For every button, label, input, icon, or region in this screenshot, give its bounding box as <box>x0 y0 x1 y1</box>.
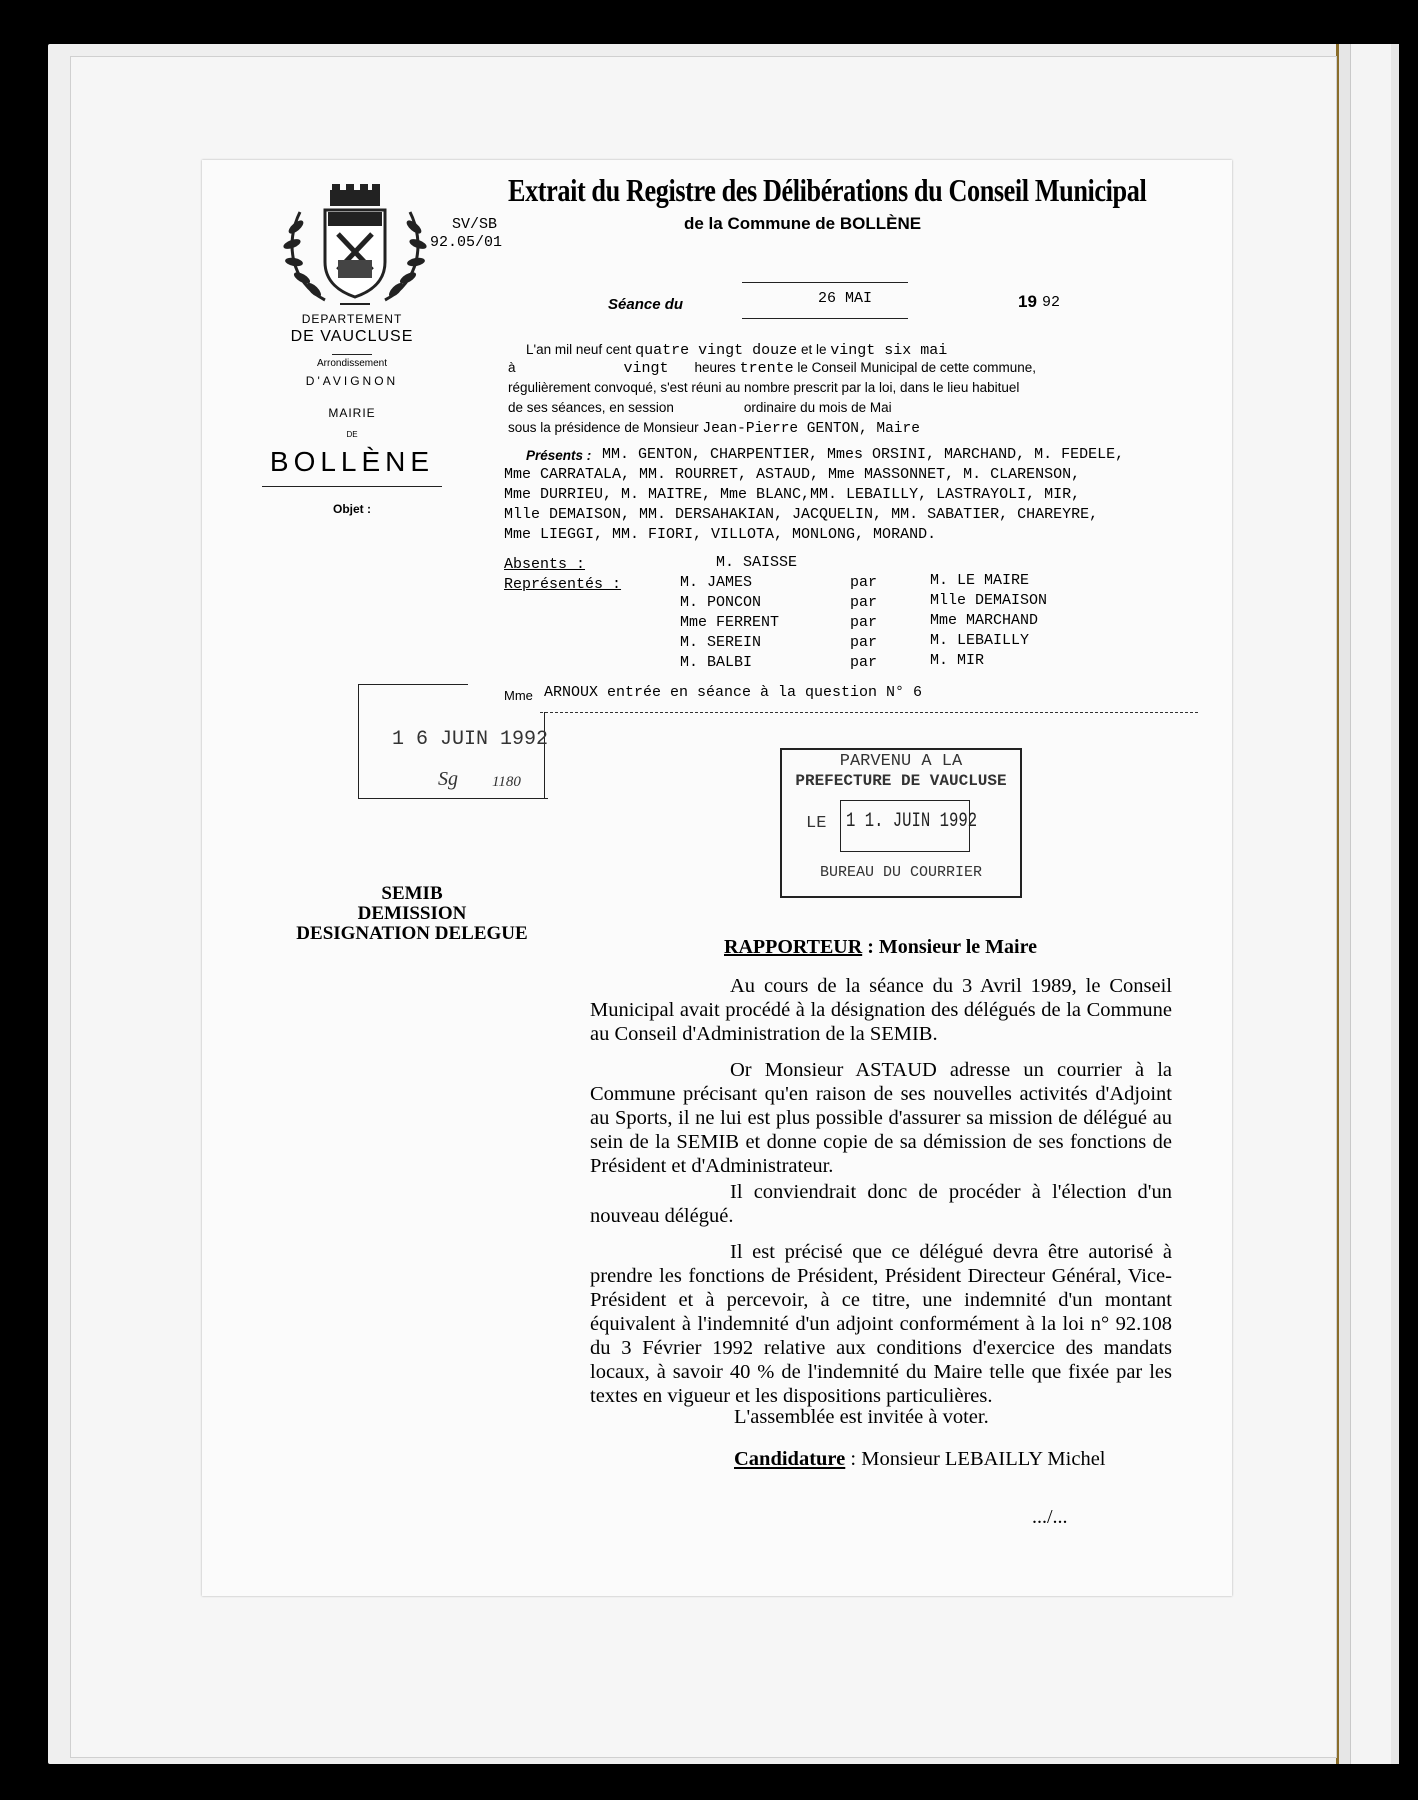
representes-by-3: Mme MARCHAND <box>930 612 1039 629</box>
bollene-label: BOLLÈNE <box>269 446 435 477</box>
candidature-value: : Monsieur LEBAILLY Michel <box>850 1448 1106 1470</box>
page-title: Extrait du Registre des Délibérations du Conseil Municipal <box>508 172 1147 208</box>
seance-year-suffix: 92 <box>1042 294 1061 311</box>
objet-label: Objet : <box>333 502 371 516</box>
paragraph-2: Or Monsieur ASTAUD adresse un courrier à la Commune précisant qu'en raison de ses nouvelles activités d'Adjoint au Sports, il ne lui est plus possible d'assurer sa mission de délégué au sein de la SEMIB et donne copie de sa démission de ses fonctions de Président et d'Administrateur. <box>590 1059 1172 1177</box>
candidature-line <box>734 1448 1106 1471</box>
received-stamp-top <box>358 684 468 685</box>
title-rule <box>742 282 908 283</box>
absents-label: Absents : <box>504 556 586 573</box>
paragraph-5: L'assemblée est invitée à voter. <box>734 1406 989 1428</box>
prefecture-le: LE <box>806 814 827 833</box>
departement-label: DEPARTEMENT <box>301 312 403 326</box>
presents-line-4: Mlle DEMAISON, MM. DERSAHAKIAN, JACQUELIN, MM. SABATIER, CHAREYRE, <box>504 506 1099 523</box>
representes-who-2: M. PONCON <box>680 594 762 611</box>
rapporteur-value: : Monsieur le Maire <box>867 936 1037 958</box>
bollene-underline <box>262 486 442 487</box>
representes-par-5: par <box>850 654 878 671</box>
vaucluse-label: DE VAUCLUSE <box>290 328 414 345</box>
arrondissement-label: Arrondissement <box>316 358 388 369</box>
candidature-label: Candidature <box>734 1448 846 1470</box>
representes-par-2: par <box>850 594 878 611</box>
paragraph-1: Au cours de la séance du 3 Avril 1989, le Conseil Municipal avait procédé à la désignation des délégués de la Commune au Conseil d'Administration de la SEMIB. <box>590 975 1172 1045</box>
prefecture-line-1: PARVENU A LA <box>839 752 963 771</box>
rapporteur-line <box>724 936 1037 959</box>
reference-line-2: 92.05/01 <box>430 234 503 251</box>
objet-title <box>272 884 552 944</box>
representes-who-5: M. BALBI <box>680 654 753 671</box>
presents-line-5: Mme LIEGGI, MM. FIORI, VILLOTA, MONLONG, MORAND. <box>504 526 937 543</box>
presents-label: Présents : <box>526 448 592 463</box>
opening-line-5: sous la présidence de Monsieur Jean-Pierre GENTON, Maire <box>508 420 920 437</box>
objet-title-line-1: SEMIB <box>381 883 443 904</box>
opening-line-4: de ses séances, en session ordinaire du mois de Mai <box>508 400 892 415</box>
absents-value: M. SAISSE <box>716 554 798 571</box>
representes-par-1: par <box>850 574 878 591</box>
representes-par-3: par <box>850 614 878 631</box>
representes-who-3: Mme FERRENT <box>680 614 780 631</box>
received-stamp-ref: 1180 <box>492 774 521 790</box>
opening-line-1: L'an mil neuf cent quatre vingt douze et le vingt six mai <box>526 342 948 359</box>
paragraph-3: Il conviendrait donc de procéder à l'élection d'un nouveau délégué. <box>590 1181 1172 1227</box>
presents-line-1: MM. GENTON, CHARPENTIER, Mmes ORSINI, MARCHAND, M. FEDELE, <box>602 446 1125 463</box>
prefecture-line-2: PREFECTURE DE VAUCLUSE <box>795 772 1007 790</box>
representes-by-5: M. MIR <box>930 652 985 669</box>
reference-line-1: SV/SB <box>452 216 498 233</box>
document-page <box>202 160 1232 1596</box>
arnoux-rule <box>540 712 1198 713</box>
seance-date: 26 MAI <box>818 290 873 307</box>
prefecture-stamp <box>780 748 1022 898</box>
commune-subtitle: de la Commune de BOLLÈNE <box>684 214 922 233</box>
opening-line-3: régulièrement convoqué, s'est réuni au nombre prescrit par la loi, dans le lieu habituel <box>508 380 1020 395</box>
mairie-label: MAIRIE <box>328 406 376 420</box>
arnoux-prefix: Mme <box>504 688 533 703</box>
received-stamp-left <box>358 684 359 798</box>
paragraph-4: Il est précisé que ce délégué devra être autorisé à prendre les fonctions de Président, Président Directeur Général, Vice-Président et à percevoir, à ce titre, une indemnité d'un montant équivalent à l'indemnité d'un adjoint conformément à la loi n° 92.108 du 3 Février 1992 relative aux conditions d'exercice des mandats locaux, à savoir 40 % de l'indemnité du Maire telle que fixée par les textes en vigueur et les dispositions particulières. <box>590 1241 1172 1407</box>
rapporteur-label: RAPPORTEUR <box>724 936 863 958</box>
representes-by-2: Mlle DEMAISON <box>930 592 1048 609</box>
continuation-mark: .../... <box>1032 1506 1068 1528</box>
coat-of-arms-icon <box>280 182 430 312</box>
seance-label: Séance du <box>608 296 684 313</box>
objet-title-line-3: DESIGNATION DELEGUE <box>296 923 528 944</box>
representes-label: Représentés : <box>504 576 622 593</box>
arnoux-note: ARNOUX entrée en séance à la question N° 6 <box>544 684 923 701</box>
date-rule <box>742 318 908 319</box>
representes-by-1: M. LE MAIRE <box>930 572 1030 589</box>
presents-line-2: Mme CARRATALA, MM. ROURRET, ASTAUD, Mme MASSONNET, M. CLARENSON, <box>504 466 1081 483</box>
prefecture-bureau: BUREAU DU COURRIER <box>819 864 983 881</box>
prefecture-date: 1 1. JUIN 1992 <box>846 810 978 833</box>
presents-line-3: Mme DURRIEU, M. MAITRE, Mme BLANC,MM. LEBAILLY, LASTRAYOLI, MIR, <box>504 486 1081 503</box>
binder-edge-inner <box>1350 44 1391 1764</box>
received-stamp-date: 1 6 JUIN 1992 <box>392 728 549 751</box>
opening-line-2: à vingt heures trente le Conseil Municipal de cette commune, <box>508 360 1036 377</box>
de-label: DE <box>346 430 358 439</box>
representes-by-4: M. LEBAILLY <box>930 632 1030 649</box>
received-stamp-right <box>544 712 545 798</box>
received-stamp-bottom <box>358 798 548 799</box>
objet-title-line-2: DEMISSION <box>357 903 467 924</box>
representes-who-1: M. JAMES <box>680 574 753 591</box>
representes-who-4: M. SEREIN <box>680 634 762 651</box>
representes-par-4: par <box>850 634 878 651</box>
sidebar-divider <box>332 354 372 355</box>
avignon-label: D'AVIGNON <box>305 374 399 388</box>
seance-year-prefix: 19 <box>1018 292 1037 311</box>
received-stamp-initials: Sg <box>438 768 458 790</box>
